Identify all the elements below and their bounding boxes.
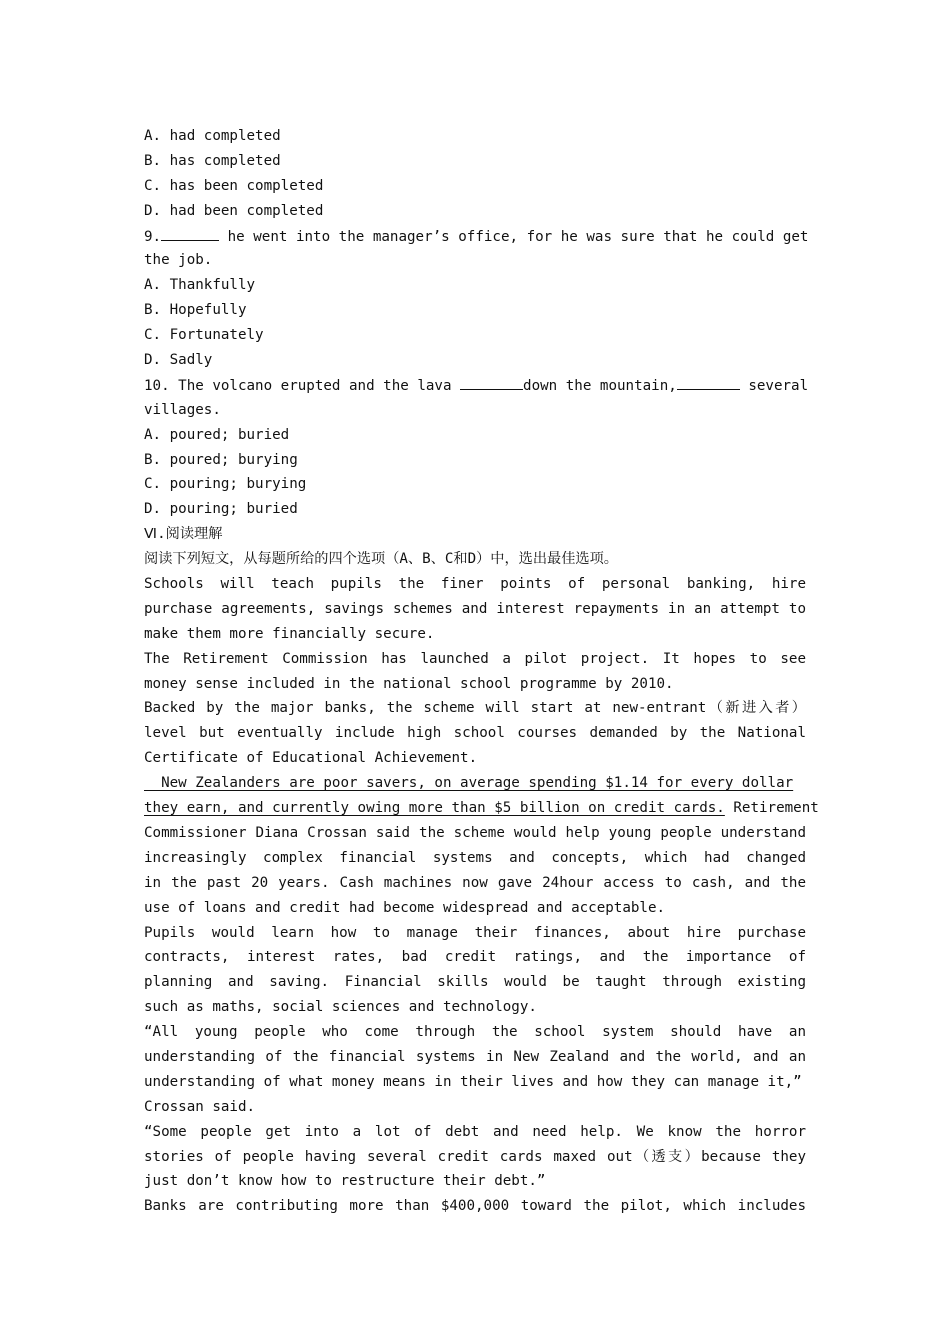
q10-stem <box>144 373 809 398</box>
q9-option-b: B. Hopefully <box>144 302 247 319</box>
passage-line: purchase agreements, savings schemes and interest repayments in an attempt to <box>144 600 806 617</box>
passage-line: Pupils would learn how to manage their finances, about hire purchase <box>144 924 806 941</box>
passage-line: Crossan said. <box>144 1098 256 1115</box>
q10-text-start: 10. The volcano erupted and the lava <box>144 377 461 394</box>
q10-option-a: A. poured; buried <box>144 426 290 443</box>
passage-line: just don’t know how to restructure their debt.” <box>144 1173 546 1190</box>
q8-option-b: B. has completed <box>144 152 281 169</box>
passage-line: “All young people who come through the school system should have an <box>144 1024 806 1041</box>
q9-number: 9. <box>144 228 162 245</box>
q9-option-c: C. Fortunately <box>144 327 264 344</box>
underlined-sentence: they earn, and currently owing more than $5 billion on credit cards. <box>144 800 725 817</box>
passage-line: understanding of the financial systems in New Zealand and the world, and an <box>144 1048 806 1065</box>
q10-option-d: D. pouring; buried <box>144 501 298 518</box>
passage-text: Retirement <box>724 800 819 817</box>
q9-stem <box>144 224 809 249</box>
answer-blank <box>677 373 740 390</box>
passage-line: stories of people having several credit cards maxed out（透支）because they <box>144 1148 806 1165</box>
q8-option-c: C. has been completed <box>144 177 324 194</box>
answer-blank <box>460 373 523 390</box>
q9-option-d: D. Sadly <box>144 352 213 369</box>
q9-option-a: A. Thankfully <box>144 277 256 294</box>
document-page <box>144 124 819 1219</box>
passage-line: in the past 20 years. Cash machines now gave 24hour access to cash, and the <box>144 874 806 891</box>
passage-line: contracts, interest rates, bad credit ratings, and the importance of <box>144 949 806 966</box>
passage-line: Schools will teach pupils the finer points of personal banking, hire <box>144 576 806 593</box>
passage-line: such as maths, social sciences and technology. <box>144 999 537 1016</box>
passage-line: Backed by the major banks, the scheme will start at new-entrant（新进入者） <box>144 700 806 717</box>
q9-stem-text: he went into the manager’s office, for he was sure that he could get <box>219 228 809 245</box>
passage-line: use of loans and credit had become widespread and acceptable. <box>144 899 666 916</box>
underlined-sentence: New Zealanders are poor savers, on average spending $1.14 for every dollar <box>144 775 794 792</box>
passage-line: Certificate of Educational Achievement. <box>144 750 478 767</box>
passage-line: The Retirement Commission has launched a pilot project. It hopes to see <box>144 650 806 667</box>
q8-option-a: A. had completed <box>144 128 281 144</box>
passage-line: planning and saving. Financial skills would be taught through existing <box>144 974 806 991</box>
passage-line: Commissioner Diana Crossan said the scheme would help young people understand <box>144 824 806 841</box>
passage-line: level but eventually include high school courses demanded by the National <box>144 725 806 742</box>
passage-line: make them more financially secure. <box>144 625 435 642</box>
section-instruction: 阅读下列短文，从每题所给的四个选项（A、B、C和D）中，选出最佳选项。 <box>144 551 618 568</box>
passage-line: “Some people get into a lot of debt and need help. We know the horror <box>144 1123 806 1140</box>
q9-stem-cont: the job. <box>144 252 213 269</box>
answer-blank <box>161 224 219 241</box>
q8-option-d: D. had been completed <box>144 202 324 219</box>
passage-line <box>144 796 819 821</box>
q10-option-b: B. poured; burying <box>144 451 298 468</box>
q10-text-mid: down the mountain, <box>523 377 677 394</box>
passage-line: money sense included in the national school programme by 2010. <box>144 675 674 692</box>
passage-line: understanding of what money means in their lives and how they can manage it,” <box>144 1073 802 1090</box>
q10-option-c: C. pouring; burying <box>144 476 307 493</box>
passage-line: Banks are contributing more than $400,000 toward the pilot, which includes <box>144 1198 806 1215</box>
passage-line: increasingly complex financial systems and concepts, which had changed <box>144 849 806 866</box>
q10-stem-cont: villages. <box>144 401 221 418</box>
q10-text-end: several <box>739 377 809 394</box>
section-heading: Ⅵ.阅读理解 <box>144 526 223 543</box>
